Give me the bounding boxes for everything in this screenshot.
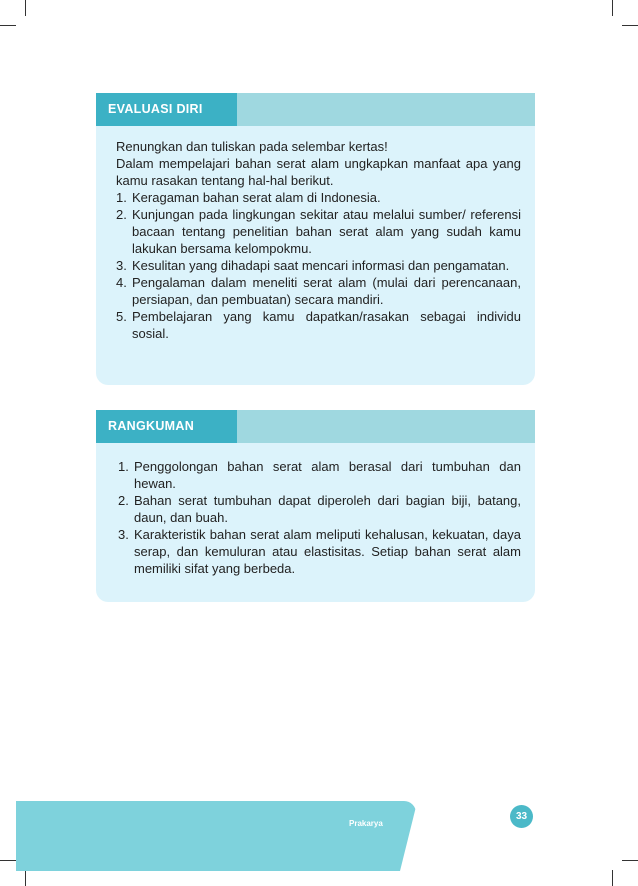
item-number: 4.: [116, 275, 127, 290]
item-number: 2.: [116, 207, 127, 222]
item-text: Penggolongan bahan serat alam berasal dari tumbuhan dan hewan.: [134, 459, 521, 491]
crop-mark: [622, 25, 638, 26]
lead-text: Dalam mempelajari bahan serat alam ungkapkan manfaat apa yang kamu rasakan tentang hal-hal berikut.: [116, 156, 521, 188]
evaluation-list: [116, 189, 521, 342]
rangkuman-panel: [96, 410, 535, 602]
item-text: Bahan serat tumbuhan dapat diperoleh dari bagian biji, batang, daun, dan buah.: [134, 493, 521, 525]
item-text: Pembelajaran yang kamu dapatkan/rasakan sebagai individu sosial.: [132, 309, 521, 341]
item-text: Pengalaman dalam meneliti serat alam (mulai dari perencanaan, persiapan, dan pembuatan) secara mandiri.: [132, 275, 521, 307]
crop-mark: [612, 870, 613, 886]
list-item: [118, 526, 521, 577]
panel-title: EVALUASI DIRI: [96, 93, 237, 126]
list-item: [116, 189, 521, 206]
panel-title: RANGKUMAN: [96, 410, 237, 443]
item-number: 3.: [116, 258, 127, 273]
footer-band: [16, 801, 416, 871]
item-text: Keragaman bahan serat alam di Indonesia.: [132, 190, 381, 205]
list-item: [116, 308, 521, 342]
item-number: 1.: [116, 190, 127, 205]
summary-list: [118, 458, 521, 577]
item-text: Karakteristik bahan serat alam meliputi kehalusan, kekuatan, daya serap, dan kemuluran atau elastisitas. Setiap bahan serat alam memiliki sifat yang berbeda.: [134, 527, 521, 576]
page-number: 33: [510, 805, 533, 828]
panel-body: [116, 138, 521, 342]
crop-mark: [0, 25, 16, 26]
list-item: [116, 206, 521, 257]
list-item: [118, 492, 521, 526]
item-text: Kunjungan pada lingkungan sekitar atau melalui sumber/ referensi bacaan tentang penelitian bahan serat alam yang sudah kamu lakukan bersama kelompokmu.: [132, 207, 521, 256]
item-number: 2.: [118, 493, 129, 508]
crop-mark: [0, 860, 16, 861]
list-item: [118, 458, 521, 492]
intro-text: Renungkan dan tuliskan pada selembar kertas!: [116, 139, 388, 154]
item-text: Kesulitan yang dihadapi saat mencari informasi dan pengamatan.: [132, 258, 510, 273]
item-number: 3.: [118, 527, 129, 542]
item-number: 1.: [118, 459, 129, 474]
list-item: [116, 257, 521, 274]
crop-mark: [622, 860, 638, 861]
panel-body: [118, 458, 521, 577]
crop-mark: [612, 0, 613, 16]
crop-mark: [25, 0, 26, 16]
evaluasi-diri-panel: [96, 93, 535, 385]
crop-mark: [25, 870, 26, 886]
list-item: [116, 274, 521, 308]
item-number: 5.: [116, 309, 127, 324]
footer-subject: Prakarya: [349, 819, 383, 828]
